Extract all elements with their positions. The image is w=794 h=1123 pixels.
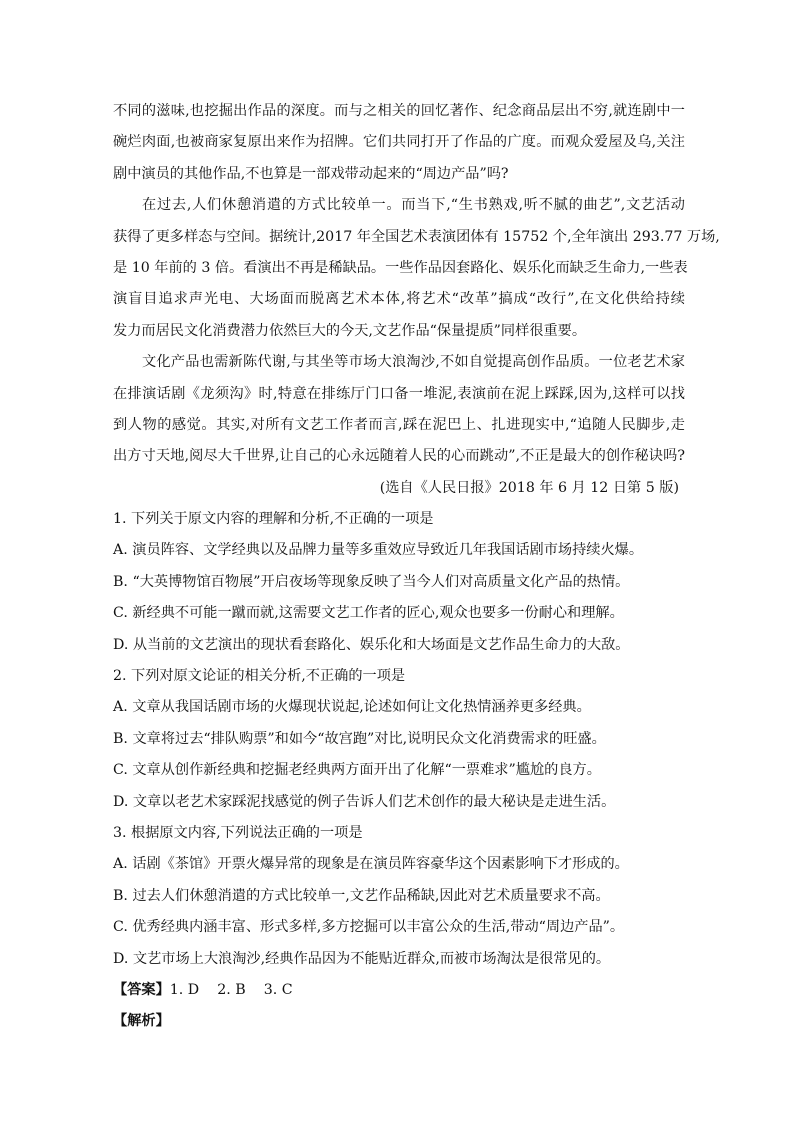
paragraph-1: [113, 96, 685, 190]
source-citation: (选自《人民日报》2018 年 6 月 12 日第 5 版): [379, 479, 679, 496]
option-a: A. 演员阵容、文学经典以及品牌力量等多重效应导致近几年我国话剧市场持续火爆。: [113, 542, 644, 559]
option-c: C. 文章从创作新经典和挖掘老经典两方面开出了化解“一票难求”尴尬的良方。: [113, 762, 601, 779]
option-d: D. 从当前的文艺演出的现状看套路化、娱乐化和大场面是文艺作品生命力的大敌。: [113, 636, 630, 653]
option-a: A. 话剧《茶馆》开票火爆异常的现象是在演员阵容豪华这个因素影响下才形成的。: [113, 856, 629, 873]
analysis-row: [113, 1006, 685, 1037]
text-line: 出方寸天地,阅尽大千世界,让自己的心永远随着人民的心而跳动”,不正是最大的创作秘诀吗?: [113, 448, 685, 465]
option-c: C. 优秀经典内涵丰富、形式多样,多方挖掘可以丰富公众的生活,带动“周边产品”。: [113, 919, 625, 936]
text-line: 在过去,人们休憩消遣的方式比较单一。而当下,“生书熟戏,听不腻的曲艺”,文艺活动: [142, 197, 685, 214]
analysis-label: 【解析】: [113, 1013, 170, 1030]
question-2: [113, 661, 685, 818]
text-line: 获得了更多样态与空间。据统计,2017 年全国艺术表演团体有 15752 个,全年演出 293.77 万场,: [113, 228, 720, 245]
text-line: 不同的滋味,也挖掘出作品的深度。而与之相关的回忆著作、纪念商品层出不穷,就连剧中一: [113, 103, 685, 119]
option-d: D. 文艺市场上大浪淘沙,经典作品因为不能贴近群众,而被市场淘汰是很常见的。: [113, 950, 611, 967]
option-b: B. 过去人们休憩消遣的方式比较单一,文艺作品稀缺,因此对艺术质量要求不高。: [113, 887, 610, 904]
answer-text: 1. D 2. B 3. C: [169, 981, 293, 998]
text-line: 在排演话剧《龙须沟》时,特意在排练厅门口备一堆泥,表演前在泥上踩踩,因为,这样可以找: [113, 385, 685, 402]
answer-row: [113, 975, 685, 1006]
text-line: 到人物的感觉。其实,对所有文艺工作者而言,踩在泥巴上、扎进现实中,“追随人民脚步,走: [113, 416, 685, 433]
question-3: [113, 818, 685, 975]
document-body: [113, 96, 720, 1038]
text-line: 文化产品也需新陈代谢,与其坐等市场大浪淘沙,不如自觉提高创作品质。一位老艺术家: [142, 354, 685, 371]
paragraph-2: [113, 190, 720, 347]
answer-label: 【答案】: [113, 981, 170, 998]
option-a: A. 文章从我国话剧市场的火爆现状说起,论述如何让文化热情涵养更多经典。: [113, 699, 591, 716]
text-line: 剧中演员的其他作品,不也算是一部戏带动起来的“周边产品”吗?: [113, 165, 509, 182]
question-title: 3. 根据原文内容,下列说法正确的一项是: [113, 824, 363, 841]
option-d: D. 文章以老艺术家踩泥找感觉的例子告诉人们艺术创作的最大秘诀是走进生活。: [113, 793, 616, 810]
text-line: 碗烂肉面,也被商家复原出来作为招牌。它们共同打开了作品的广度。而观众爱屋及乌,关注: [113, 134, 685, 151]
question-title: 1. 下列关于原文内容的理解和分析,不正确的一项是: [113, 511, 434, 528]
paragraph-3: [113, 347, 685, 473]
option-c: C. 新经典不可能一蹴而就,这需要文艺工作者的匠心,观众也要多一份耐心和理解。: [113, 605, 624, 622]
text-line: 是 10 年前的 3 倍。看演出不再是稀缺品。一些作品因套路化、娱乐化而缺乏生命力,一些表: [113, 259, 688, 276]
text-line: 演盲目追求声光电、大场面而脱离艺术本体,将艺术“改革”搞成“改行”,在文化供给持续: [113, 291, 685, 308]
question-title: 2. 下列对原文论证的相关分析,不正确的一项是: [113, 668, 406, 685]
option-b: B. 文章将过去“排队购票”和如今“故宫跑”对比,说明民众文化消费需求的旺盛。: [113, 730, 606, 747]
question-1: [113, 504, 685, 661]
option-b: B. “大英博物馆百物展”开启夜场等现象反映了当今人们对高质量文化产品的热情。: [113, 573, 630, 590]
text-line: 发力而居民文化消费潜力依然巨大的今天,文艺作品“保量提质”同样很重要。: [113, 322, 587, 339]
